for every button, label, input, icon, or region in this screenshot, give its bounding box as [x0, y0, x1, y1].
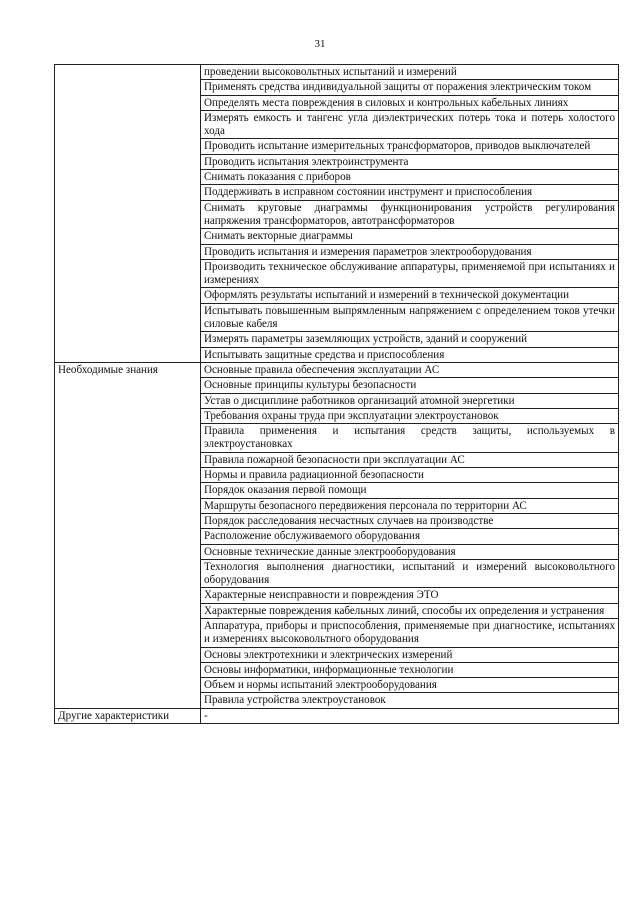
table-cell-item: Нормы и правила радиационной безопасности — [201, 468, 619, 483]
table-cell-item: Устав о дисциплине работников организаций атомной энергетики — [201, 393, 619, 408]
table-cell-item: Технология выполнения диагностики, испытаний и измерений высоковольтного оборудования — [201, 559, 619, 588]
table-cell-item: Определять места повреждения в силовых и контрольных кабельных линиях — [201, 95, 619, 110]
table-cell-item: Проводить испытание измерительных трансформаторов, приводов выключателей — [201, 139, 619, 154]
table-cell-item: Оформлять результаты испытаний и измерений в технической документации — [201, 288, 619, 303]
other-value: - — [201, 708, 619, 723]
table-cell-item: Снимать векторные диаграммы — [201, 229, 619, 244]
table-cell-item: Характерные неисправности и повреждения ЭТО — [201, 588, 619, 603]
table-cell-item: Снимать показания с приборов — [201, 170, 619, 185]
table-cell-item: Испытывать защитные средства и приспособления — [201, 347, 619, 362]
table-cell-item: Снимать круговые диаграммы функционирования устройств регулирования напряжения трансформаторов, автотрансформаторов — [201, 200, 619, 229]
table-cell-item: Испытывать повышенным выпрямленным напряжением с определением токов утечки силовые кабеля — [201, 303, 619, 332]
table-row — [55, 708, 619, 723]
table-cell-item: Правила пожарной безопасности при эксплуатации АС — [201, 452, 619, 467]
table-cell-item: Производить техническое обслуживание аппаратуры, применяемой при испытаниях и измерениях — [201, 259, 619, 288]
table-cell-item: Проводить испытания и измерения параметров электрооборудования — [201, 244, 619, 259]
table-cell-item: Измерять параметры заземляющих устройств, зданий и сооружений — [201, 332, 619, 347]
table-cell-item: Расположение обслуживаемого оборудования — [201, 529, 619, 544]
table-cell-item: Требования охраны труда при эксплуатации электроустановок — [201, 408, 619, 423]
other-label: Другие характеристики — [55, 708, 201, 723]
table-cell-item: Измерять емкость и тангенс угла диэлектрических потерь тока и потерь холостого хода — [201, 110, 619, 139]
table-cell-item: Порядок расследования несчастных случаев на производстве — [201, 513, 619, 528]
table-cell-item: Порядок оказания первой помощи — [201, 483, 619, 498]
page-number: 31 — [314, 38, 326, 50]
table-cell-item: Основы информатики, информационные технологии — [201, 662, 619, 677]
table-cell-item: Основные правила обеспечения эксплуатации АС — [201, 362, 619, 377]
table-cell-item: Характерные повреждения кабельных линий, способы их определения и устранения — [201, 603, 619, 618]
competency-table — [54, 64, 619, 724]
table-cell-item: Правила применения и испытания средств защиты, используемых в электроустановках — [201, 424, 619, 453]
table-cell-item: Основные принципы культуры безопасности — [201, 378, 619, 393]
table-row — [55, 362, 619, 377]
skills-label-cell — [55, 65, 201, 363]
table-cell-item: Маршруты безопасного передвижения персонала по территории АС — [201, 498, 619, 513]
table-cell-item: Поддерживать в исправном состоянии инструмент и приспособления — [201, 185, 619, 200]
table-cell-item: Основы электротехники и электрических измерений — [201, 647, 619, 662]
table-cell-item: проведении высоковольтных испытаний и измерений — [201, 65, 619, 80]
table-cell-item: Правила устройства электроустановок — [201, 693, 619, 708]
table-row — [55, 65, 619, 80]
table-cell-item: Проводить испытания электроинструмента — [201, 154, 619, 169]
table-cell-item: Основные технические данные электрооборудования — [201, 544, 619, 559]
table-cell-item: Применять средства индивидуальной защиты от поражения электрическим током — [201, 80, 619, 95]
table-cell-item: Аппаратура, приборы и приспособления, применяемые при диагностике, испытаниях и измерениях высоковольтного оборудования — [201, 618, 619, 647]
table-cell-item: Объем и нормы испытаний электрооборудования — [201, 678, 619, 693]
knowledge-label: Необходимые знания — [55, 362, 201, 708]
